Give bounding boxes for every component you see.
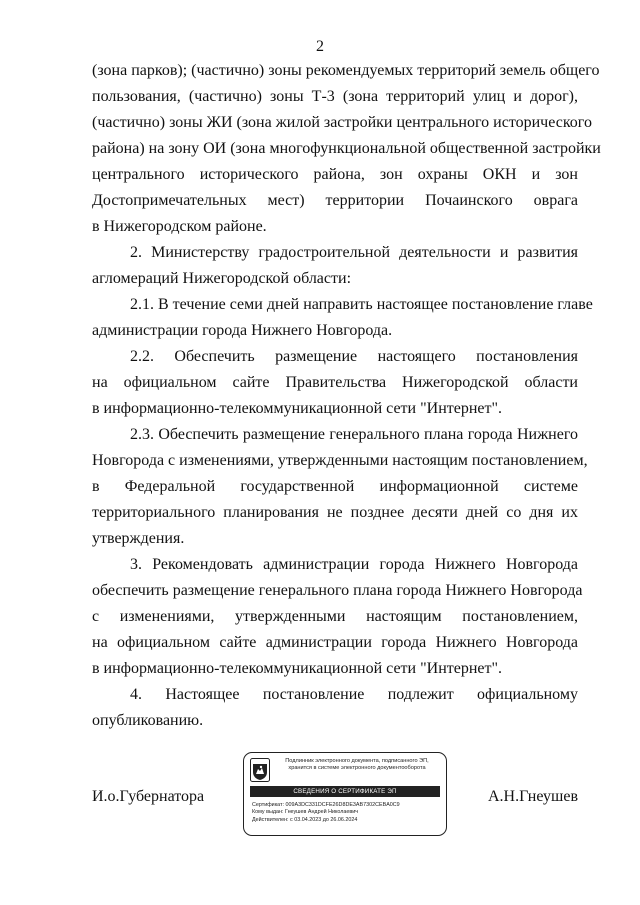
- text-line: района) на зону ОИ (зона многофункциональной общественной застройки: [92, 140, 601, 157]
- text-line: в информационно-телекоммуникационной сети "Интернет".: [92, 660, 503, 677]
- stamp-note-line: Подлинник электронного документа, подписанного ЭП,: [285, 758, 429, 764]
- text-line: утверждения.: [92, 530, 185, 547]
- text-line: администрации города Нижнего Новгорода.: [92, 322, 393, 339]
- page-number: 2: [316, 38, 324, 55]
- text-line: на официальном сайте Правительства Нижегородской области: [92, 374, 578, 391]
- text-line: 2. Министерству градостроительной деятельности и развития: [130, 244, 578, 261]
- text-line: 3. Рекомендовать администрации города Нижнего Новгорода: [130, 556, 578, 573]
- text-line: агломераций Нижегородской области:: [92, 270, 352, 287]
- text-line: (частично) зоны ЖИ (зона жилой застройки центрального исторического: [92, 114, 592, 131]
- text-line: территориального планирования не позднее десяти дней со дня их: [92, 504, 578, 521]
- paragraph: [92, 422, 588, 552]
- text-line: опубликованию.: [92, 712, 204, 729]
- text-line: в Федеральной государственной информационной системе: [92, 478, 578, 495]
- coat-of-arms-icon: [250, 758, 270, 782]
- text-line: 2.1. В течение семи дней направить настоящее постановление главе: [130, 296, 593, 313]
- stamp-details: [252, 802, 442, 824]
- text-line: 4. Настоящее постановление подлежит официальному: [130, 686, 578, 703]
- text-line: 2.3. Обеспечить размещение генерального плана города Нижнего: [130, 426, 578, 443]
- signatory-position: И.о.Губернатора: [92, 788, 205, 805]
- stamp-validity: Действителен: с 03.04.2023 до 26.06.2024: [252, 816, 358, 823]
- stamp-banner: СВЕДЕНИЯ О СЕРТИФИКАТЕ ЭП: [250, 786, 440, 797]
- paragraph: [92, 292, 593, 344]
- text-line: Новгорода с изменениями, утвержденными настоящим постановлением,: [92, 452, 588, 469]
- stamp-note-line: хранится в системе электронного документооборота: [288, 765, 426, 771]
- document-body: [92, 58, 601, 734]
- text-line: обеспечить размещение генерального плана города Нижнего Новгорода: [92, 582, 583, 599]
- paragraph: [92, 240, 578, 292]
- text-line: (зона парков); (частично) зоны рекомендуемых территорий земель общего: [92, 62, 600, 79]
- text-line: Достопримечательных мест) территории Почаинского оврага: [92, 192, 578, 209]
- text-line: с изменениями, утвержденными настоящим постановлением,: [92, 608, 578, 625]
- stamp-note: [274, 758, 440, 772]
- text-line: пользования, (частично) зоны Т-3 (зона территорий улиц и дорог),: [92, 88, 578, 105]
- paragraph: [92, 552, 583, 682]
- paragraph: [92, 682, 578, 734]
- text-line: центрального исторического района, зон охраны ОКН и зон: [92, 166, 578, 183]
- paragraph: [92, 58, 601, 240]
- stamp-certificate: Сертификат: 009A3DC331DCFE26D8DE3AB7302CEBA0C9: [252, 802, 400, 808]
- text-line: в Нижегородском районе.: [92, 218, 267, 235]
- signatory-name: А.Н.Гнеушев: [488, 788, 578, 805]
- text-line: 2.2. Обеспечить размещение настоящего постановления: [130, 348, 578, 365]
- stamp-issued-to: Кому выдан: Гнеушев Андрей Николаевич: [252, 809, 359, 816]
- paragraph: [92, 344, 578, 422]
- text-line: на официальном сайте администрации города Нижнего Новгорода: [92, 634, 578, 651]
- text-line: в информационно-телекоммуникационной сети "Интернет".: [92, 400, 503, 417]
- electronic-signature-stamp: [243, 752, 447, 836]
